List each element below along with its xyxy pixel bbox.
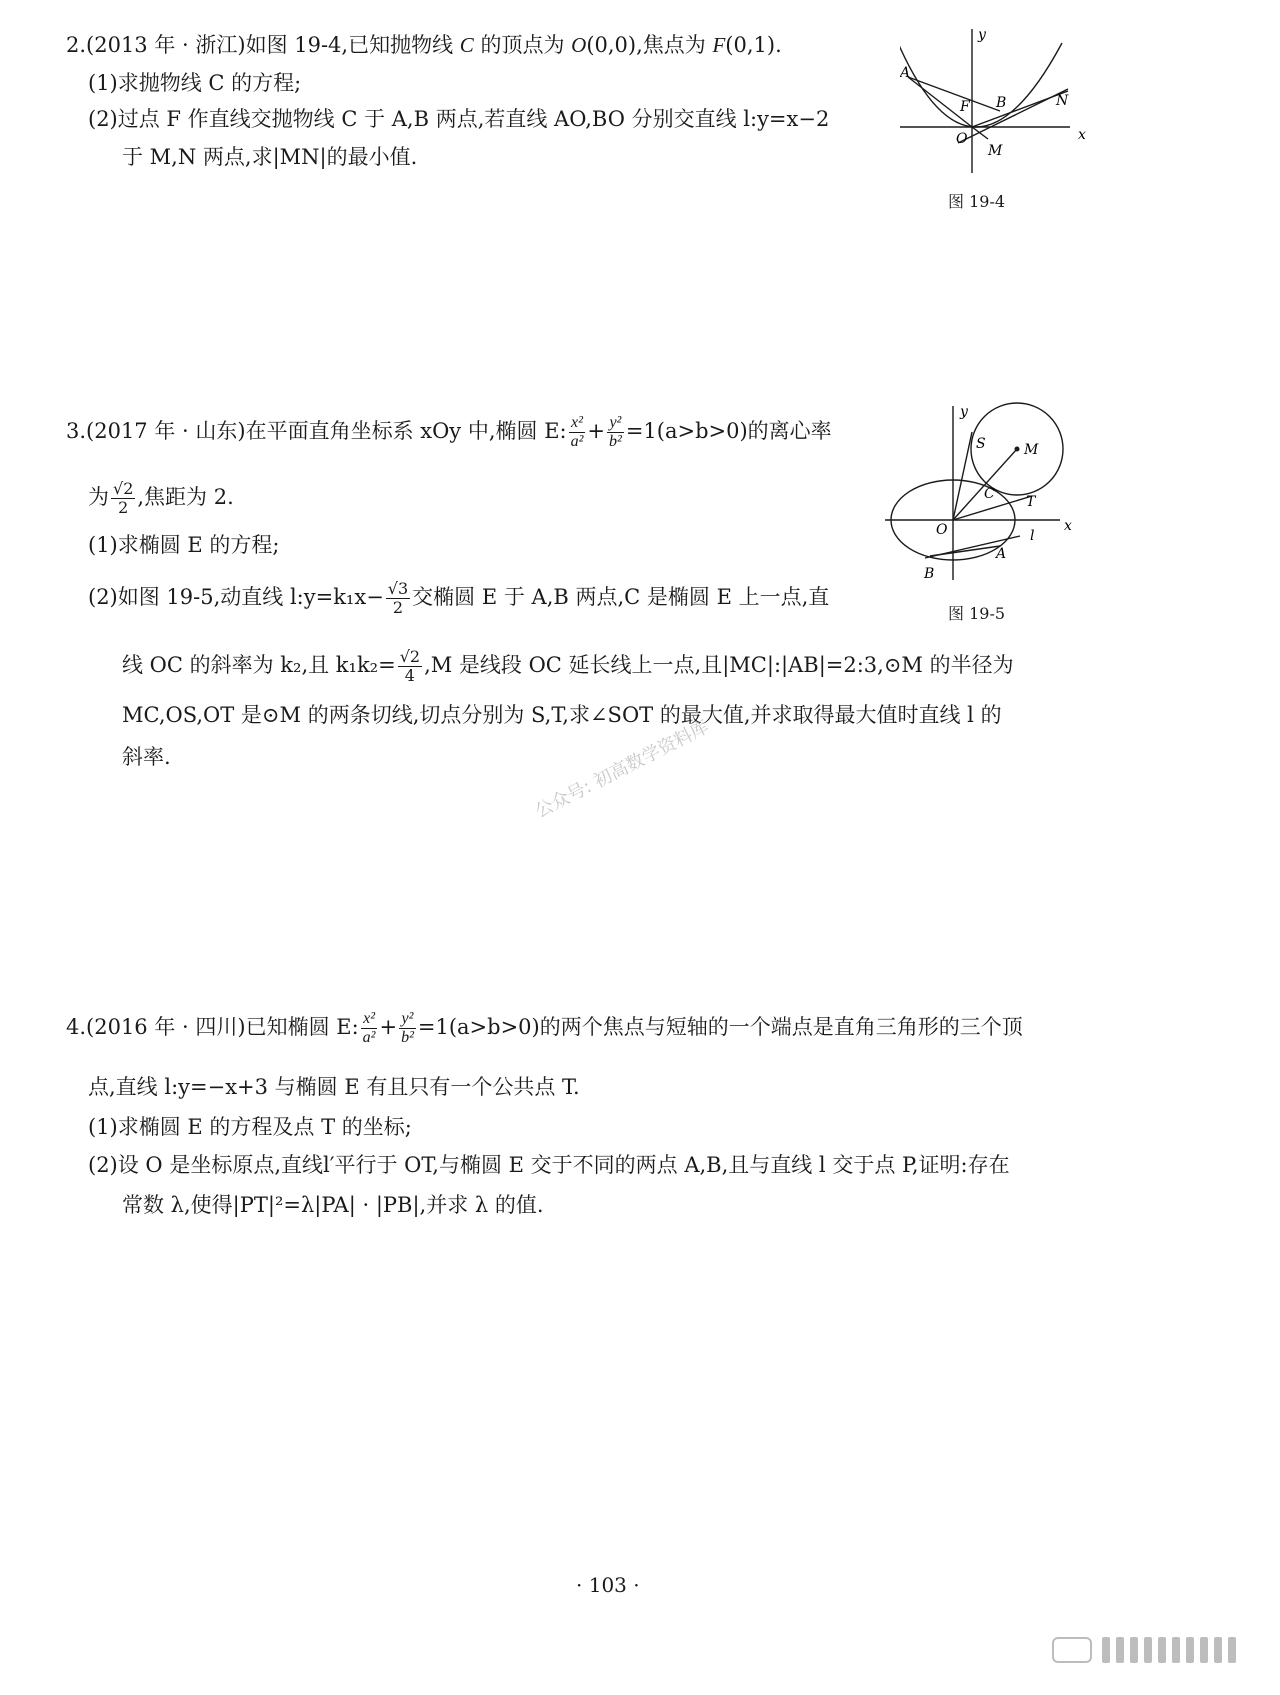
frac4-x2-a2: $\frac{\text{x²}}{\text{a²}}$ [362, 1010, 376, 1046]
problem4-question2-cont: 常数 λ,使得|PT|²=λ|PA| · |PB|,并求 λ 的值. [122, 1193, 544, 1217]
fig5-label-y: y [960, 404, 968, 420]
fig5-label-x: x [1064, 518, 1072, 534]
fig5-tangent-os [953, 432, 972, 520]
frac-sqrt2-2: $\frac{√2}{2}$ [113, 479, 134, 517]
toolbar-bar-icon [1144, 1637, 1152, 1663]
problem2-question2-cont: 于 M,N 两点,求|MN|的最小值. [122, 145, 418, 169]
fig4-line-ao [908, 77, 988, 139]
toolbar-bar-icon [1158, 1637, 1166, 1663]
fig5-label-m: M [1024, 442, 1039, 458]
figure-19-4-caption: 图 19-4 [948, 192, 1006, 211]
frac-sqrt3-2: $\frac{√3}{2}$ [387, 579, 409, 617]
frac-sqrt2-4: $\frac{√2}{4}$ [399, 647, 421, 685]
fig4-parabola [900, 43, 1062, 127]
fig4-line-bo [972, 91, 1068, 127]
fig4-label-f: F [960, 99, 970, 115]
fig5-label-t: T [1026, 494, 1036, 510]
fig5-point-m [1015, 447, 1020, 452]
figure-19-5 [880, 400, 1080, 590]
problem2-question2: (2)过点 F 作直线交抛物线 C 于 A,B 两点,若直线 AO,BO 分别交直线 l:y=x−2 [88, 107, 830, 131]
toolbar-bar-icon [1200, 1637, 1208, 1663]
fig4-label-b: B [996, 95, 1007, 111]
problem3-question1: (1)求椭圆 E 的方程; [88, 533, 280, 557]
fig4-label-o: O [956, 131, 968, 147]
problem3-question2-cont2: MC,OS,OT 是⊙M 的两条切线,切点分别为 S,T,求∠SOT 的最大值,并求取得最大值时直线 l 的 [122, 703, 1002, 727]
toolbar-bar-icon [1102, 1637, 1110, 1663]
toolbar-bar-icon [1172, 1637, 1180, 1663]
problem3-question2-cont1: 线 OC 的斜率为 k₂,且 k₁k₂= $\frac{√2}{4}$ ,M 是线段 OC 延长线上一点,且|MC|:|AB|=2:3,⊙M 的半径为 [122, 647, 1014, 685]
fig4-label-y: y [978, 27, 986, 43]
problem2-question1: (1)求抛物线 C 的方程; [88, 71, 302, 95]
fig5-label-s: S [976, 436, 986, 452]
fig5-label-c: C [984, 486, 995, 502]
problem3-question2-cont3: 斜率. [122, 745, 171, 769]
figure-19-4 [900, 25, 1090, 175]
page-number: · 103 · [576, 1573, 640, 1597]
problem3-line1: 3.(2017 年 · 山东)在平面直角坐标系 xOy 中,椭圆 E: $\frac{\text{x²}}{\text{a²}}$ + $\frac{\text{y²}}{\text{b²}}$ =1(a>b>0)的离心率 [66, 414, 832, 450]
problem4-question1: (1)求椭圆 E 的方程及点 T 的坐标; [88, 1115, 412, 1139]
fig5-label-o: O [936, 522, 948, 538]
fig4-label-x: x [1078, 127, 1086, 143]
toolbar-bar-icon [1214, 1637, 1222, 1663]
frac4-y2-b2: $\frac{\text{y²}}{\text{b²}}$ [401, 1010, 414, 1046]
fig5-label-b: B [924, 566, 935, 582]
problem2-line1: 2.(2013 年 · 浙江)如图 19-4,已知抛物线 C 的顶点为 O(0,0),焦点为 F(0,1). [66, 33, 782, 57]
fig4-label-n: N [1056, 93, 1069, 109]
fig4-label-m: M [988, 143, 1003, 159]
fig5-label-l: l [1030, 528, 1035, 544]
problem4-line1: 4.(2016 年 · 四川)已知椭圆 E: $\frac{\text{x²}}{\text{a²}}$ + $\frac{\text{y²}}{\text{b²}}$ =1(a>b>0)的两个焦点与短轴的一个端点是直角三角形的三个顶 [66, 1010, 1023, 1046]
problem3-line2: 为 $\frac{√2}{2}$ ,焦距为 2. [88, 479, 234, 517]
fig5-label-a: A [996, 546, 1007, 562]
toolbar-pill-icon[interactable] [1052, 1637, 1092, 1663]
fig5-line-oc-m [953, 449, 1017, 520]
frac-x2-a2: $\frac{\text{x²}}{\text{a²}}$ [570, 414, 584, 450]
figure-19-5-caption: 图 19-5 [948, 604, 1006, 623]
toolbar-bar-icon [1228, 1637, 1236, 1663]
problem4-line2: 点,直线 l:y=−x+3 与椭圆 E 有且只有一个公共点 T. [88, 1075, 580, 1099]
toolbar-bar-icon [1186, 1637, 1194, 1663]
problem4-question2: (2)设 O 是坐标原点,直线l′平行于 OT,与椭圆 E 交于不同的两点 A,B,且与直线 l 交于点 P,证明:存在 [88, 1153, 1010, 1177]
fig4-chord-ab [908, 77, 1000, 111]
toolbar-bar-icon [1130, 1637, 1138, 1663]
fig4-label-a: A [900, 65, 911, 81]
toolbar-bar-icon [1116, 1637, 1124, 1663]
fig5-chord-ab [930, 546, 1000, 556]
problem3-question2: (2)如图 19-5,动直线 l:y=k₁x− $\frac{√3}{2}$ 交椭圆 E 于 A,B 两点,C 是椭圆 E 上一点,直 [88, 579, 830, 617]
frac-y2-b2: $\frac{\text{y²}}{\text{b²}}$ [609, 414, 622, 450]
watermark: 公众号: 初高数学资料库 [531, 716, 713, 823]
